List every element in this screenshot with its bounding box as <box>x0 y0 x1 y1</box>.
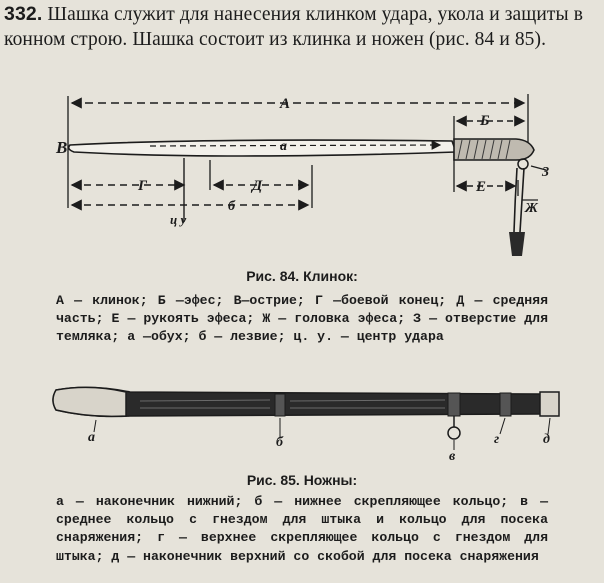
label-E: Е <box>476 179 487 195</box>
blade-body <box>69 140 456 156</box>
label-G: Г <box>138 178 148 194</box>
paragraph-number: 332. <box>4 3 43 25</box>
scabbard-upper-tip <box>540 392 559 416</box>
label-scabbard-a: а <box>88 430 95 445</box>
label-scabbard-v: в <box>449 449 456 464</box>
label-b: б <box>228 199 235 214</box>
scabbard-middle-ring <box>448 393 460 416</box>
scabbard-upper-ring <box>500 393 511 416</box>
figure-85-title: Ножны: <box>303 472 358 488</box>
figure-85-number: Рис. 85. <box>246 472 300 488</box>
figure-84-number: Рис. 84. <box>246 268 300 284</box>
figure-84-title: Клинок: <box>303 268 358 284</box>
figure-84-legend: А — клинок; Б —эфес; В—острие; Г —боевой конец; Д — средняя часть; Е — рукоять эфеса; Ж — головка эфеса; З — отверстие для темляка; а —обух; б — лезвие; ц. у. — центр удара <box>56 293 548 345</box>
paragraph-text: Шашка служит для нанесения клинком удара, укола и защиты в конном строю. Шашка состоит из клинка и ножен (рис. 84 и 85). <box>4 4 584 50</box>
lanyard-hole <box>518 159 528 169</box>
figure-85-caption <box>0 472 604 488</box>
label-V: В <box>56 138 68 157</box>
label-scabbard-g: г <box>494 432 500 447</box>
label-B: Б <box>480 113 490 129</box>
blade-figure-84 <box>55 94 549 256</box>
label-A: А <box>280 96 291 112</box>
figure-84-caption <box>0 268 604 284</box>
tassel <box>509 232 525 256</box>
scabbard-lower-ring <box>275 394 285 416</box>
label-scabbard-d: д <box>543 432 550 447</box>
label-Z: З <box>542 165 550 180</box>
scabbard-lower-tip <box>53 387 126 416</box>
label-scabbard-b: б <box>276 435 283 450</box>
figure-85-legend: а — наконечник нижний; б — нижнее скрепляющее кольцо; в — среднее кольцо с гнездом для штыка и кольцо для посека снаряжения; г — верхнее скрепляющее кольцо с гнездом для штыка; д — наконечник верхний со скобой для посека снаряжения <box>56 494 548 564</box>
scabbard-figure-85 <box>53 387 559 464</box>
hanging-ring <box>448 427 460 439</box>
label-a: а <box>280 139 287 154</box>
label-center-of-strike: ц у <box>170 212 187 227</box>
label-D: Д <box>252 178 263 194</box>
label-Zh: Ж <box>525 201 538 216</box>
